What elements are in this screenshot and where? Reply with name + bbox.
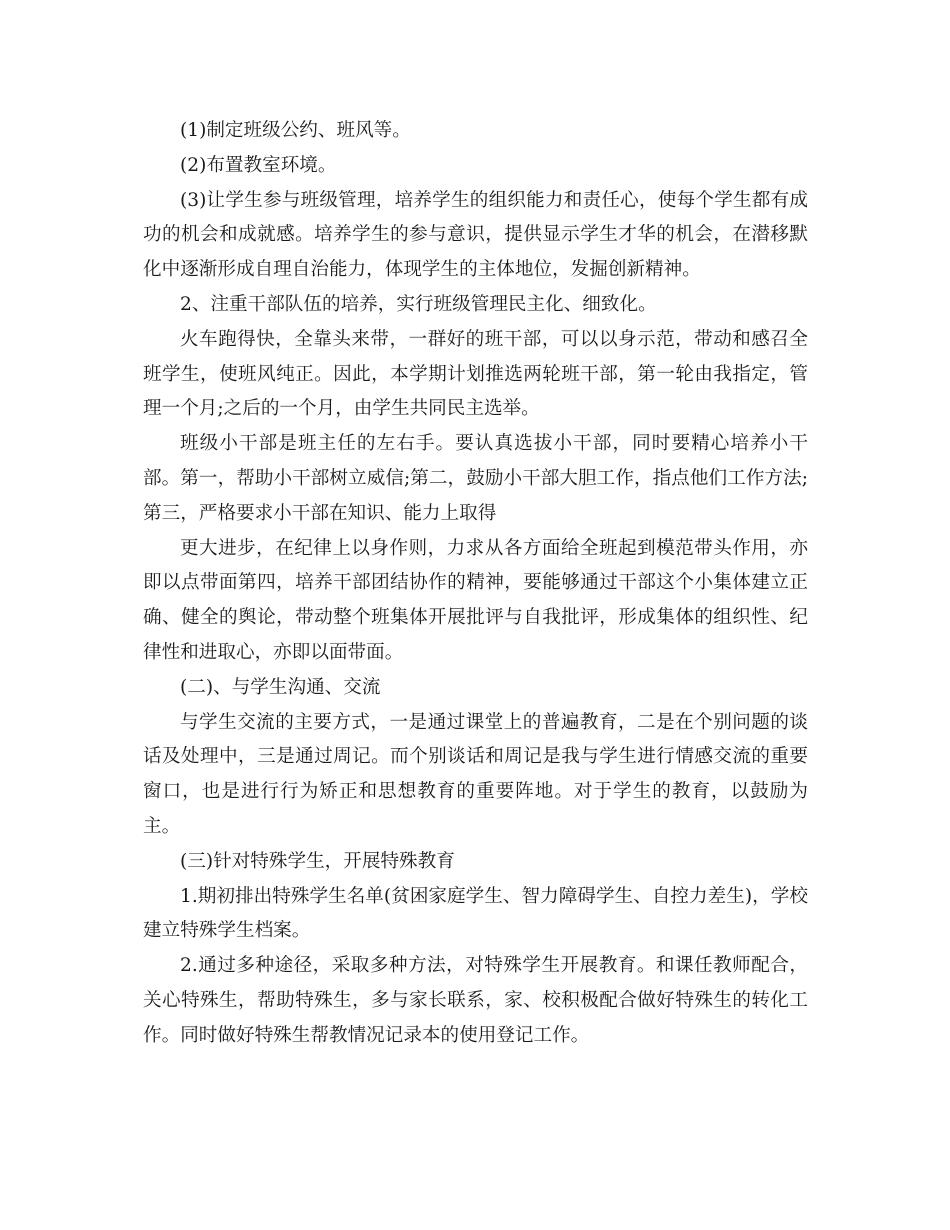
section-heading-special-education: (三)针对特殊学生，开展特殊教育 (180, 850, 455, 872)
paragraph-small-cadres: 班级小干部是班主任的左右手。要认真选拔小干部，同时要精心培养小干部。第一，帮助小干部树立威信;第二，鼓励小干部大胆工作，指点他们工作方法;第三，严格要求小干部在知识、能力上取得 (143, 433, 808, 524)
paragraph-classroom-environment: (2)布置教室环境。 (180, 154, 337, 176)
paragraph-special-methods: 2.通过多种途径，采取多种方法，对特殊学生开展教育。和课任教师配合，关心特殊生，帮助特殊生，多与家长联系，家、校积极配合做好特殊生的转化工作。同时做好特殊生帮教情况记录本的使用登记工作。 (143, 955, 808, 1046)
paragraph-special-list: 1.期初排出特殊学生名单(贫困家庭学生、智力障碍学生、自控力差生)，学校建立特殊学生档案。 (143, 885, 808, 942)
paragraph-student-participation: (3)让学生参与班级管理，培养学生的组织能力和责任心，使每个学生都有成功的机会和成就感。培养学生的参与意识，提供显示学生才华的机会，在潜移默化中逐渐形成自理自治能力，体现学生的主体地位，发掘创新精神。 (143, 189, 808, 281)
section-heading-communication: (二)、与学生沟通、交流 (180, 676, 381, 698)
paragraph-cadre-election: 火车跑得快，全靠头来带，一群好的班干部，可以以身示范，带动和感召全班学生，使班风纯正。因此，本学期计划推选两轮班干部，第一轮由我指定，管理一个月;之后的一个月，由学生共同民主选举。 (143, 328, 808, 420)
document-body (143, 114, 808, 1054)
paragraph-communication: 与学生交流的主要方式，一是通过课堂上的普遍教育，二是在个别问题的谈话及处理中，三是通过周记。而个别谈话和周记是我与学生进行情感交流的重要窗口，也是进行行为矫正和思想教育的重要阵地。对于学生的教育，以鼓励为主。 (143, 711, 808, 837)
paragraph-cadre-progress: 更大进步，在纪律上以身作则，力求从各方面给全班起到模范带头作用，亦即以点带面第四，培养干部团结协作的精神，要能够通过干部这个小集体建立正确、健全的舆论，带动整个班集体开展批评与自我批评，形成集体的组织性、纪律性和进取心，亦即以面带面。 (143, 537, 808, 663)
paragraph-class-convention: (1)制定班级公约、班风等。 (180, 120, 411, 141)
paragraph-cadre-training-heading: 2、注重干部队伍的培养，实行班级管理民主化、细致化。 (180, 293, 657, 315)
